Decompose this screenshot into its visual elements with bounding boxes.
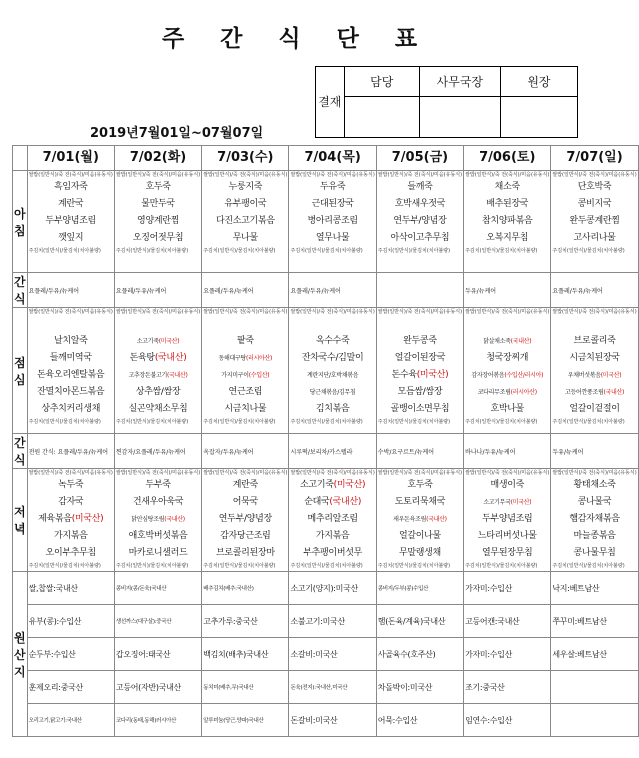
dish bbox=[552, 316, 636, 333]
dish: 호박나물 bbox=[490, 404, 525, 414]
dish: 얼갈이된장국 bbox=[394, 353, 446, 363]
date-range: 2019년7월01일~07월07일 bbox=[90, 126, 264, 141]
snack-cell: 수박/요구르트/뉴케어 bbox=[376, 434, 463, 469]
dish: 두부양념조림 bbox=[45, 216, 96, 226]
kimchi-note: 주김치(일반식)/물김치(치아불량) bbox=[377, 419, 451, 425]
dish bbox=[290, 316, 374, 333]
kimchi-note: 주김치(일반식)/물김치(치아불량) bbox=[290, 248, 363, 254]
dish: 우채버섯볶음(미국산) bbox=[567, 372, 622, 379]
dish: 깻잎지 bbox=[58, 233, 84, 243]
dinner-cell bbox=[551, 469, 638, 572]
dish: 감자당근조림 bbox=[220, 531, 271, 541]
origin-cell: 햄(돈육/계육)국내산 bbox=[376, 605, 463, 638]
dish: 다진소고기볶음 bbox=[215, 216, 275, 226]
day-header: 7/02(화) bbox=[114, 146, 201, 171]
dish: 채소죽 bbox=[494, 182, 520, 192]
dish bbox=[203, 316, 287, 333]
staple-note: 쌀밥(일반식)/죽 전(죽식)/미음(유동식) bbox=[115, 309, 201, 315]
dish: 시금치나물 bbox=[224, 404, 267, 414]
dish: 얼갈이겉절이 bbox=[569, 404, 620, 414]
snack-cell: 바나나/두유/뉴케어 bbox=[464, 434, 551, 469]
day-header: 7/07(일) bbox=[551, 146, 638, 171]
dish: 상추치커리생채 bbox=[41, 404, 101, 414]
origin-cell: 생선까스(대구살):중국산 bbox=[114, 605, 201, 638]
lunch-cell bbox=[464, 308, 551, 434]
snack1-row bbox=[13, 273, 639, 308]
dish: 실곤약채소무침 bbox=[128, 404, 188, 414]
origin-cell: 어묵:수입산 bbox=[376, 704, 463, 737]
snack-cell: 옥잡자/두유/뉴케어 bbox=[202, 434, 289, 469]
origin-label: 원산지 bbox=[13, 572, 28, 737]
origin-cell: 콩비지/두부(콩)수입산 bbox=[376, 572, 463, 605]
kimchi-note: 주김치(일반식)/물김치(치아불량) bbox=[552, 563, 625, 569]
lunch-label: 점심 bbox=[13, 308, 28, 434]
staple-note: 쌀밥(일반식)/죽 전(죽식)/미음(유동식) bbox=[290, 172, 375, 178]
dish: 날치알죽 bbox=[53, 336, 88, 346]
breakfast-cell bbox=[376, 171, 463, 273]
snack-cell: 요플레/두유/뉴케어 bbox=[114, 273, 201, 308]
dish: 메추리알조림 bbox=[307, 514, 358, 524]
origin-cell: 백김치(배추)국내산 bbox=[202, 638, 289, 671]
dish: 오복지무침 bbox=[486, 233, 529, 243]
dish: 호박새우젓국 bbox=[394, 199, 446, 209]
dish: 유부팽이국 bbox=[224, 199, 267, 209]
dish: 닭살채소죽(국내산) bbox=[483, 338, 532, 345]
staple-note: 쌀밥(일반식)/죽 전(죽식)/미음(유동식) bbox=[377, 309, 463, 315]
snack-cell: 요플레/두유/뉴케어 bbox=[202, 273, 289, 308]
lunch-cell bbox=[376, 308, 463, 434]
dinner-cell bbox=[27, 469, 114, 572]
dish: 소고기죽(미국산) bbox=[136, 338, 180, 345]
dish: 완두콩계란찜 bbox=[569, 216, 620, 226]
dish: 들깨죽 bbox=[407, 182, 433, 192]
approval-col-secretary: 사무국장 bbox=[419, 67, 500, 97]
dish: 계란죽 bbox=[232, 480, 258, 490]
dish: 고추장돈불고기(국내산) bbox=[128, 372, 188, 379]
day-header: 7/04(목) bbox=[289, 146, 376, 171]
origin-cell: 돈갈비:미국산 bbox=[289, 704, 376, 737]
dish: 고사리나물 bbox=[573, 233, 616, 243]
origin-row bbox=[13, 704, 639, 737]
origin-cell: 임연수:수입산 bbox=[464, 704, 551, 737]
dish: 브로콜리죽 bbox=[573, 336, 616, 346]
dish: 참치양파볶음 bbox=[482, 216, 533, 226]
dish: 무말랭생채 bbox=[398, 548, 441, 558]
dish: 연두부/양념장 bbox=[393, 216, 447, 226]
dish: 무나물 bbox=[232, 233, 258, 243]
snack-cell: 시루떡/보리차/카스텔라 bbox=[289, 434, 376, 469]
dish: 오이부추무침 bbox=[45, 548, 96, 558]
dish: 제육볶음(미국산) bbox=[38, 514, 104, 524]
snack1-label: 간식 bbox=[13, 273, 28, 308]
dish: 부추팽이버섯무 bbox=[303, 548, 363, 558]
approval-side-label: 결재 bbox=[316, 67, 345, 138]
kimchi-note: 주김치(일반식)/물김치(치아불량) bbox=[290, 563, 363, 569]
approval-sign-staff[interactable] bbox=[344, 97, 419, 138]
dish: 햄감자채볶음 bbox=[569, 514, 620, 524]
dish: 돈수육(미국산) bbox=[391, 370, 449, 380]
lunch-cell bbox=[202, 308, 289, 434]
approval-col-staff: 담당 bbox=[344, 67, 419, 97]
dish: 단호박죽 bbox=[577, 182, 612, 192]
snack-cell: 전원 간식: 요플레/두유/뉴케어 bbox=[27, 434, 114, 469]
origin-marker: (미국산) bbox=[600, 372, 622, 379]
kimchi-note: 주김치(일반식)/물김치(치아불량) bbox=[115, 419, 189, 425]
dish: 두부양념조림 bbox=[482, 514, 533, 524]
dish bbox=[378, 316, 462, 333]
dish: 얼갈이나물 bbox=[398, 531, 441, 541]
origin-marker: (수입산/러시아) bbox=[504, 372, 544, 379]
dish: 호두죽 bbox=[407, 480, 433, 490]
dish: 모듬쌈/쌈장 bbox=[397, 387, 443, 397]
dish: 잔멸치아몬드볶음 bbox=[37, 387, 105, 397]
dish: 순대국(국내산) bbox=[304, 497, 362, 507]
staple-note: 쌀밥(일반식)/죽 전(죽식)/미음(유동식) bbox=[28, 172, 113, 178]
dinner-cell bbox=[464, 469, 551, 572]
corner-cell bbox=[13, 146, 28, 171]
lunch-cell bbox=[27, 308, 114, 434]
dish: 콩비지국 bbox=[577, 199, 612, 209]
origin-marker: (국내산) bbox=[164, 516, 185, 523]
origin-marker: (미국산) bbox=[333, 480, 366, 490]
dinner-label: 저녁 bbox=[13, 469, 28, 572]
origin-cell: 사골육수(호주산) bbox=[376, 638, 463, 671]
origin-cell: 조기:중국산 bbox=[464, 671, 551, 704]
dish: 병아리콩조림 bbox=[307, 216, 358, 226]
staple-note: 쌀밥(일반식)/죽 전(죽식)/미음(유동식) bbox=[203, 172, 288, 178]
origin-cell: 소갈비:미국산 bbox=[289, 638, 376, 671]
origin-cell: 유부(콩):수입산 bbox=[27, 605, 114, 638]
kimchi-note: 주김치(일반식)/물김치(치아불량) bbox=[203, 419, 276, 425]
origin-marker: (국내산) bbox=[426, 516, 447, 523]
kimchi-note: 주김치(일반식)/물김치(치아불량) bbox=[203, 248, 276, 254]
day-header: 7/03(수) bbox=[202, 146, 289, 171]
dinner-cell bbox=[376, 469, 463, 572]
snack2-label: 간식 bbox=[13, 434, 28, 469]
day-header-row bbox=[13, 146, 639, 171]
dish: 두부죽 bbox=[145, 480, 171, 490]
approval-sign-director[interactable] bbox=[500, 97, 577, 138]
lunch-cell bbox=[289, 308, 376, 434]
origin-cell: 고등어캔:국내산 bbox=[464, 605, 551, 638]
staple-note: 쌀밥(일반식)/죽 전(죽식)/미음(유동식) bbox=[377, 172, 463, 178]
origin-cell: 소불고기:미국산 bbox=[289, 605, 376, 638]
origin-cell bbox=[551, 671, 638, 704]
origin-cell: 차돌박이:미국산 bbox=[376, 671, 463, 704]
dish: 상추쌈/쌈장 bbox=[135, 387, 181, 397]
kimchi-note: 주김치(일반식)/물김치(치아불량) bbox=[552, 248, 625, 254]
origin-row bbox=[13, 572, 639, 605]
breakfast-cell bbox=[114, 171, 201, 273]
staple-note: 쌀밥(일반식)/죽 전(죽식)/미음(유동식) bbox=[115, 470, 201, 476]
dish: 느타리버섯나물 bbox=[477, 531, 537, 541]
origin-cell: 순두부:수입산 bbox=[27, 638, 114, 671]
dish: 당근채볶음/김무침 bbox=[309, 389, 356, 396]
dish: 누룽지죽 bbox=[228, 182, 263, 192]
origin-marker: (국내산) bbox=[154, 353, 187, 363]
origin-cell: 오리고기,닭고기:국내산 bbox=[27, 704, 114, 737]
dish: 김치볶음 bbox=[315, 404, 350, 414]
kimchi-note: 주김치(일반식)/물김치(치아불량) bbox=[115, 563, 189, 569]
origin-marker: (국내산) bbox=[329, 497, 362, 507]
staple-note: 쌀밥(일반식)/죽 전(죽식)/미음(유동식) bbox=[552, 470, 637, 476]
origin-marker: (미국산) bbox=[158, 338, 180, 345]
lunch-row bbox=[13, 308, 639, 434]
dish: 영양계란찜 bbox=[137, 216, 180, 226]
day-header: 7/06(토) bbox=[464, 146, 551, 171]
lunch-cell bbox=[551, 308, 638, 434]
breakfast-cell bbox=[202, 171, 289, 273]
dish: 애호박버섯볶음 bbox=[128, 531, 188, 541]
origin-marker: (국내산) bbox=[603, 389, 625, 396]
staple-note: 쌀밥(일반식)/죽 전(죽식)/미음(유동식) bbox=[465, 309, 550, 315]
breakfast-label: 아침 bbox=[13, 171, 28, 273]
day-header: 7/05(금) bbox=[376, 146, 463, 171]
dish: 흑임자죽 bbox=[53, 182, 88, 192]
dish: 가지볶음 bbox=[53, 531, 88, 541]
breakfast-cell bbox=[27, 171, 114, 273]
origin-marker: (미국산) bbox=[510, 499, 532, 506]
origin-cell: 쌀,찹쌀:국내산 bbox=[27, 572, 114, 605]
staple-note: 쌀밥(일반식)/죽 전(죽식)/미음(유동식) bbox=[28, 309, 113, 315]
origin-cell: 동치미(배추,무)국내산 bbox=[202, 671, 289, 704]
kimchi-note: 주김치(일반식)/물김치(치아불량) bbox=[465, 563, 538, 569]
approval-sign-secretary[interactable] bbox=[419, 97, 500, 138]
snack-cell: 요플레/두유/뉴케어 bbox=[27, 273, 114, 308]
origin-marker: (수입산) bbox=[248, 372, 270, 379]
origin-cell: 가자미:수입산 bbox=[464, 638, 551, 671]
origin-marker: (국내산) bbox=[166, 372, 188, 379]
staple-note: 쌀밥(일반식)/죽 전(죽식)/미음(유동식) bbox=[115, 172, 201, 178]
origin-cell: 소고기(양지):미국산 bbox=[289, 572, 376, 605]
dish: 청국장찌개 bbox=[486, 353, 529, 363]
dish: 잔차국수/김말이 bbox=[301, 353, 364, 363]
dish: 오징어젓무침 bbox=[132, 233, 184, 243]
origin-cell: 알루미늄(당근,양파)국내산 bbox=[202, 704, 289, 737]
dinner-cell bbox=[114, 469, 201, 572]
dish: 돈육오리엔탈볶음 bbox=[37, 370, 105, 380]
origin-cell: 갑오징어:태국산 bbox=[114, 638, 201, 671]
dinner-cell bbox=[289, 469, 376, 572]
staple-note: 쌀밥(일반식)/죽 전(죽식)/미음(유동식) bbox=[290, 470, 375, 476]
snack-cell: 두유/뉴케어 bbox=[464, 273, 551, 308]
kimchi-note: 주김치(일반식)/물김치(치아불량) bbox=[28, 419, 101, 425]
kimchi-note: 주김치(일반식)/물김치(치아불량) bbox=[465, 419, 538, 425]
kimchi-note: 주김치(일반식)/물김치(치아불량) bbox=[465, 248, 538, 254]
dish: 소고기죽(미국산) bbox=[300, 480, 366, 490]
staple-note: 쌀밥(일반식)/죽 전(죽식)/미음(유동식) bbox=[552, 172, 637, 178]
dish: 시금치된장국 bbox=[569, 353, 620, 363]
dish: 열무나물 bbox=[315, 233, 350, 243]
breakfast-row bbox=[13, 171, 639, 273]
origin-cell: 가자미:수입산 bbox=[464, 572, 551, 605]
staple-note: 쌀밥(일반식)/죽 전(죽식)/미음(유동식) bbox=[377, 470, 463, 476]
approval-col-director: 원장 bbox=[500, 67, 577, 97]
kimchi-note: 주김치(일반식)/물김치(치아불량) bbox=[203, 563, 276, 569]
origin-cell: 훈제오리:중국산 bbox=[27, 671, 114, 704]
dish: 물만두국 bbox=[141, 199, 175, 209]
snack2-row bbox=[13, 434, 639, 469]
dish: 감자장어볶음(수입산/러시아) bbox=[471, 372, 544, 379]
staple-note: 쌀밥(일반식)/죽 전(죽식)/미음(유동식) bbox=[203, 309, 288, 315]
kimchi-note: 주김치(일반식)/물김치(치아불량) bbox=[290, 419, 363, 425]
origin-marker: (러시아산) bbox=[246, 355, 273, 362]
dish: 어묵국 bbox=[232, 497, 258, 507]
dish: 동해대구탕(러시아산) bbox=[218, 355, 273, 362]
snack-cell bbox=[376, 273, 463, 308]
origin-cell: 배추김치(배추:국내산) bbox=[202, 572, 289, 605]
origin-row bbox=[13, 671, 639, 704]
breakfast-cell bbox=[464, 171, 551, 273]
snack-cell: 요플레/두유/뉴케어 bbox=[551, 273, 638, 308]
dish: 두유죽 bbox=[320, 182, 346, 192]
weekly-menu-table bbox=[12, 145, 639, 737]
origin-row bbox=[13, 605, 639, 638]
origin-cell: 쭈꾸미:베트남산 bbox=[551, 605, 638, 638]
dish: 팥죽 bbox=[236, 336, 254, 346]
kimchi-note: 주김치(일반식)/물김치(치아불량) bbox=[28, 248, 101, 254]
dish: 가지볶음 bbox=[315, 531, 350, 541]
origin-cell: 고추가루:중국산 bbox=[202, 605, 289, 638]
origin-row bbox=[13, 638, 639, 671]
origin-marker: (미국산) bbox=[416, 370, 449, 380]
dish: 연두부/양념장 bbox=[218, 514, 272, 524]
staple-note: 쌀밥(일반식)/죽 전(죽식)/미음(유동식) bbox=[465, 470, 550, 476]
dish: 마카로니샐러드 bbox=[128, 548, 188, 558]
origin-cell: 고등어(자반)국내산 bbox=[114, 671, 201, 704]
snack-cell: 두유/뉴케어 bbox=[551, 434, 638, 469]
dish: 황태채소죽 bbox=[573, 480, 616, 490]
day-header: 7/01(월) bbox=[27, 146, 114, 171]
dish: 계란지단/호박채볶음 bbox=[307, 372, 359, 379]
origin-marker: (러시아산) bbox=[510, 389, 537, 396]
origin-marker: (국내산) bbox=[510, 338, 532, 345]
origin-cell: 콩비지(콩/돈육)국내산 bbox=[114, 572, 201, 605]
dish: 매생이죽 bbox=[490, 480, 525, 490]
staple-note: 쌀밥(일반식)/죽 전(죽식)/미음(유동식) bbox=[203, 470, 288, 476]
origin-cell: 돈육(전지):국내산,미국산 bbox=[289, 671, 376, 704]
snack-cell: 찐감자/요플레/두유/뉴케어 bbox=[114, 434, 201, 469]
dish: 연근조림 bbox=[228, 387, 263, 397]
dish: 근대된장국 bbox=[311, 199, 354, 209]
dish: 고등어깐풍조림(국내산) bbox=[564, 389, 625, 396]
dish: 호두죽 bbox=[145, 182, 171, 192]
dish bbox=[465, 316, 549, 333]
dish: 마늘종볶음 bbox=[573, 531, 616, 541]
approval-box bbox=[315, 66, 578, 138]
staple-note: 쌀밥(일반식)/죽 전(죽식)/미음(유동식) bbox=[465, 172, 550, 178]
kimchi-note: 주김치(일반식)/물김치(치아불량) bbox=[377, 248, 451, 254]
dish: 소고기무국(미국산) bbox=[483, 499, 532, 506]
breakfast-cell bbox=[551, 171, 638, 273]
dish: 골뱅이소면무침 bbox=[390, 404, 450, 414]
page-title: 주 간 식 단 표 bbox=[161, 26, 432, 52]
dish: 배추된장국 bbox=[486, 199, 529, 209]
dish bbox=[116, 316, 200, 333]
staple-note: 쌀밥(일반식)/죽 전(죽식)/미음(유동식) bbox=[552, 309, 637, 315]
dish: 들깨미역국 bbox=[49, 353, 92, 363]
origin-cell bbox=[551, 704, 638, 737]
staple-note: 쌀밥(일반식)/죽 전(죽식)/미음(유동식) bbox=[28, 470, 113, 476]
kimchi-note: 주김치(일반식)/물김치(치아불량) bbox=[28, 563, 101, 569]
kimchi-note: 주김치(일반식)/물김치(치아불량) bbox=[552, 419, 625, 425]
origin-cell: 코다리(동태,동해)러시아산 bbox=[114, 704, 201, 737]
dish: 브로콜리된장마 bbox=[215, 548, 275, 558]
dish bbox=[29, 316, 113, 333]
dish: 열무된장무침 bbox=[482, 548, 533, 558]
dinner-cell bbox=[202, 469, 289, 572]
lunch-cell bbox=[114, 308, 201, 434]
dish: 완두콩죽 bbox=[403, 336, 437, 346]
dish: 돈육탕(국내산) bbox=[129, 353, 187, 363]
dish: 콩나물무침 bbox=[573, 548, 616, 558]
kimchi-note: 주김치(일반식)/물김치(치아불량) bbox=[377, 563, 451, 569]
dish: 아삭이고추무침 bbox=[390, 233, 450, 243]
kimchi-note: 주김치(일반식)/물김치(치아불량) bbox=[115, 248, 189, 254]
dish: 녹두죽 bbox=[58, 480, 84, 490]
staple-note: 쌀밥(일반식)/죽 전(죽식)/미음(유동식) bbox=[290, 309, 375, 315]
dish: 계란국 bbox=[58, 199, 84, 209]
dish: 옥수수죽 bbox=[315, 336, 350, 346]
dish: 감자국 bbox=[58, 497, 84, 507]
dish: 건새우아욱국 bbox=[132, 497, 184, 507]
origin-cell: 낙지:베트남산 bbox=[551, 572, 638, 605]
dish: 닭안심탕조림(국내산) bbox=[131, 516, 185, 523]
dinner-row bbox=[13, 469, 639, 572]
dish: 가지미구이(수입산) bbox=[221, 372, 270, 379]
dish: 코다리무조림(러시아산) bbox=[477, 389, 537, 396]
snack-cell: 요플레/두유/뉴케어 bbox=[289, 273, 376, 308]
origin-marker: (미국산) bbox=[71, 514, 104, 524]
dish: 콩나물국 bbox=[577, 497, 612, 507]
breakfast-cell bbox=[289, 171, 376, 273]
origin-cell: 세우살:베트남산 bbox=[551, 638, 638, 671]
dish: 도토리묵채국 bbox=[394, 497, 446, 507]
dish: 새우돈육조림(국내산) bbox=[393, 516, 447, 523]
